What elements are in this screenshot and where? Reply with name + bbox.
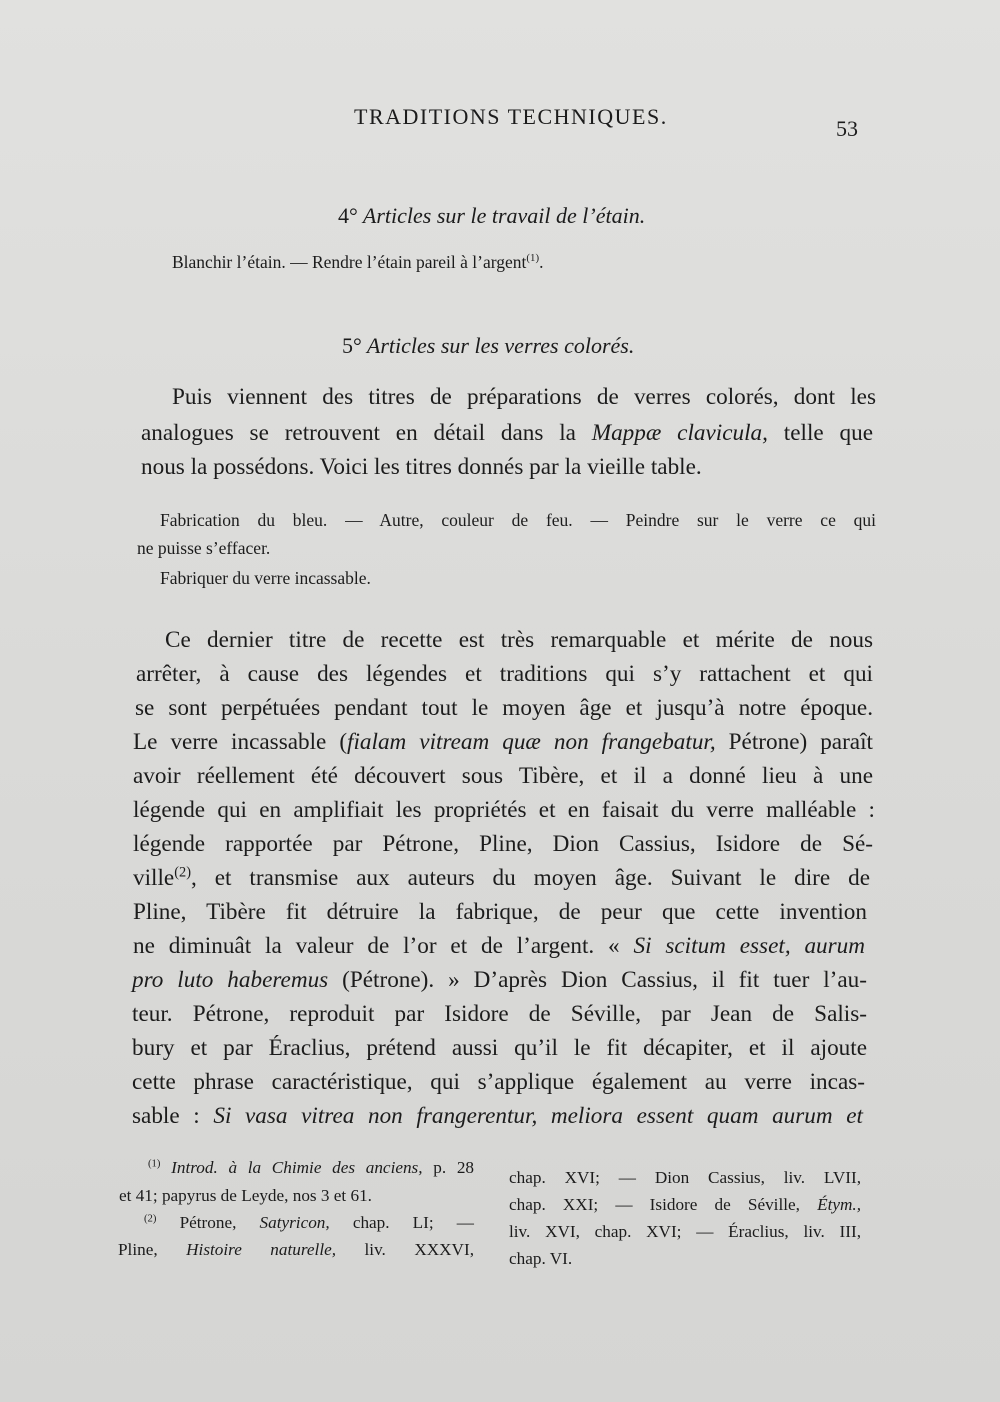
- recipe-list-line: Fabrication du bleu. — Autre, couleur de feu. — Peindre sur le verre ce qui: [160, 510, 876, 530]
- footnote-2-line: $^{(2)}$ Pétrone, Satyricon, chap. LI; —: [144, 1213, 474, 1232]
- section-4-title: Articles sur le travail de l’étain.: [362, 203, 646, 228]
- footnote-ref-2: (2): [174, 864, 191, 881]
- main-para-line: légende qui en amplifiait les propriétés et en faisait du verre malléable :: [133, 797, 875, 823]
- main-para-line: légende rapportée par Pétrone, Pline, Dion Cassius, Isidore de Sé-: [133, 831, 873, 857]
- intro-line: nous la possédons. Voici les titres donnés par la vieille table.: [141, 454, 702, 480]
- main-para-line: se sont perpétuées pendant tout le moyen âge et jusqu’à notre époque.: [135, 695, 873, 721]
- section-5-number: 5°: [342, 333, 362, 358]
- footnote-2-cont-line: chap. XVI; — Dion Cassius, liv. LVII,: [509, 1168, 861, 1187]
- main-para-line: ne diminuât la valeur de l’or et de l’argent. « Si scitum esset, aurum: [133, 933, 866, 959]
- main-para-line: Ce dernier titre de recette est très remarquable et mérite de nous: [165, 627, 873, 653]
- section-4-heading: [338, 203, 645, 229]
- section-4-number: 4°: [338, 203, 358, 228]
- main-para-line: arrêter, à cause des légendes et traditions qui s’y rattachent et qui: [136, 661, 873, 687]
- footnote-2-cont-line: liv. XVI, chap. XVI; — Éraclius, liv. III,: [509, 1222, 861, 1241]
- main-para-line: ville$^{(2)}$, et transmise aux auteurs du moyen âge. Suivant le dire de: [133, 864, 870, 891]
- main-para-line: Pline, Tibère fit détruire la fabrique, de peur que cette invention: [133, 899, 867, 925]
- main-para-line: sable : Si vasa vitrea non frangerentur, meliora essent quam aurum et: [132, 1103, 863, 1129]
- main-para-line: Le verre incassable (fialam vitream quæ non frangebatur, Pétrone) paraît: [133, 729, 873, 755]
- page-number: 53: [836, 116, 858, 141]
- main-para-line: cette phrase caractéristique, qui s’applique également au verre incas-: [132, 1069, 865, 1095]
- section-4-items: Blanchir l’étain. — Rendre l’étain pareil à l’argent$^{(1)}$.: [172, 252, 544, 272]
- intro-line: Puis viennent des titres de préparations de verres colorés, dont les: [172, 384, 876, 410]
- footnote-2-cont-line: chap. XXI; — Isidore de Séville, Étym.,: [509, 1195, 861, 1214]
- recipe-list-line: ne puisse s’effacer.: [137, 538, 271, 558]
- footnote-2-line: Pline, Histoire naturelle, liv. XXXVI,: [118, 1240, 474, 1259]
- main-para-line: pro luto haberemus (Pétrone). » D’après Dion Cassius, il fit tuer l’au-: [132, 967, 868, 993]
- recipe-list-line: Fabriquer du verre incassable.: [160, 568, 371, 588]
- running-head: TRADITIONS TECHNIQUES.: [354, 104, 668, 129]
- footnote-1-line: et 41; papyrus de Leyde, nos 3 et 61.: [119, 1186, 372, 1205]
- main-para-line: teur. Pétrone, reproduit par Isidore de Séville, par Jean de Salis-: [132, 1001, 867, 1027]
- intro-line: analogues se retrouvent en détail dans la Mappæ clavicula, telle que: [141, 420, 874, 446]
- footnote-1-line: $^{(1)}$ Introd. à la Chimie des anciens, p. 28: [148, 1158, 475, 1177]
- main-para-line: avoir réellement été découvert sous Tibère, et il a donné lieu à une: [133, 763, 873, 789]
- section-5-heading: [342, 333, 634, 359]
- section-5-title: Articles sur les verres colorés.: [366, 333, 635, 358]
- footnote-ref-1: (1): [526, 252, 540, 265]
- main-para-line: bury et par Éraclius, prétend aussi qu’il le fit décapiter, et il ajoute: [132, 1035, 867, 1061]
- footnote-2-cont-line: chap. VI.: [509, 1249, 573, 1268]
